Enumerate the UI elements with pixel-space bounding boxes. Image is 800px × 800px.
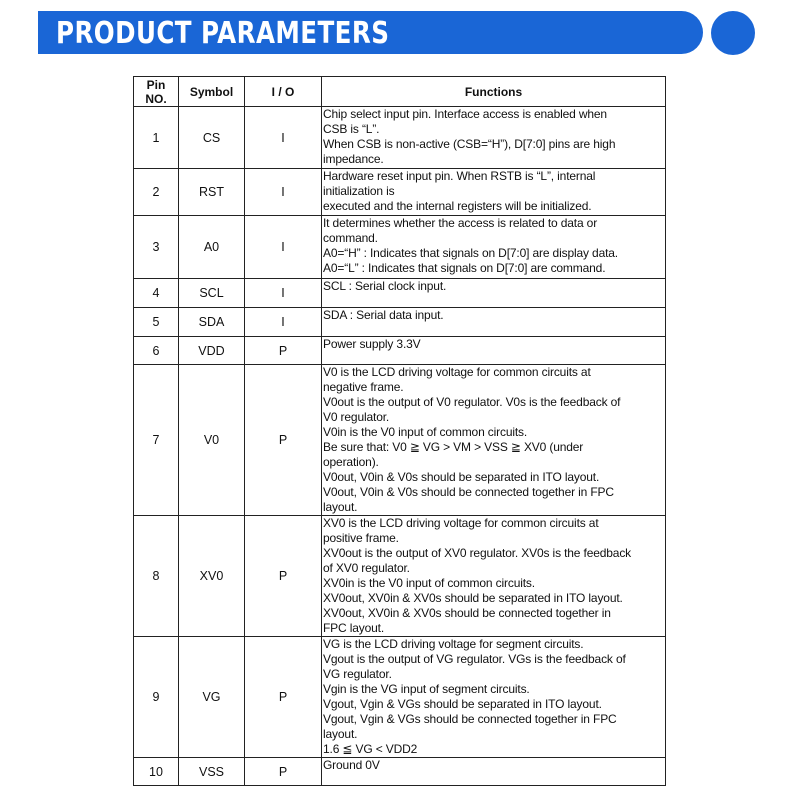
io-cell: P: [245, 365, 322, 516]
symbol-cell: RST: [179, 169, 245, 216]
function-text-line: A0=“L” : Indicates that signals on D[7:0] are command.: [323, 261, 606, 275]
table-row: [134, 107, 666, 169]
function-text-line: V0out, V0in & V0s should be separated in ITO layout.: [323, 470, 600, 484]
pin-number-cell: 9: [134, 637, 179, 758]
function-text-line: CSB is “L”.: [323, 122, 380, 136]
function-cell: [322, 308, 666, 337]
table-row: [134, 516, 666, 637]
function-text-line: negative frame.: [323, 380, 404, 394]
table-row: [134, 758, 666, 786]
symbol-cell: VG: [179, 637, 245, 758]
function-text-line: Be sure that: V0 ≧ VG > VM > VSS ≧ XV0 (under: [323, 440, 584, 454]
decorative-circle: [711, 11, 755, 55]
function-text-line: command.: [323, 231, 378, 245]
symbol-cell: SDA: [179, 308, 245, 337]
function-text-line: positive frame.: [323, 531, 399, 545]
function-cell: [322, 516, 666, 637]
pin-number-cell: 5: [134, 308, 179, 337]
function-text-line: When CSB is non-active (CSB=“H”), D[7:0] pins are high: [323, 137, 616, 151]
header-symbol: Symbol: [179, 77, 245, 107]
function-text-line: V0 is the LCD driving voltage for common circuits at: [323, 365, 591, 379]
io-cell: I: [245, 107, 322, 169]
symbol-cell: VSS: [179, 758, 245, 786]
table-row: [134, 365, 666, 516]
function-cell: [322, 216, 666, 279]
function-text-line: Power supply 3.3V: [323, 337, 421, 351]
function-text-line: SDA : Serial data input.: [323, 308, 444, 322]
function-text-line: V0out is the output of V0 regulator. V0s is the feedback of: [323, 395, 621, 409]
function-text-line: XV0out, XV0in & XV0s should be connected together in: [323, 606, 611, 620]
header-pin-no: Pin NO.: [134, 77, 179, 107]
io-cell: P: [245, 337, 322, 365]
function-text-line: operation).: [323, 455, 379, 469]
function-text-line: V0in is the V0 input of common circuits.: [323, 425, 528, 439]
pin-number-cell: 6: [134, 337, 179, 365]
io-cell: P: [245, 516, 322, 637]
io-cell: I: [245, 308, 322, 337]
function-text-line: 1.6 ≦ VG < VDD2: [323, 742, 418, 756]
table-row: [134, 308, 666, 337]
function-text-line: Chip select input pin. Interface access is enabled when: [323, 107, 607, 121]
io-cell: I: [245, 279, 322, 308]
pin-number-cell: 2: [134, 169, 179, 216]
header-functions: Functions: [322, 77, 666, 107]
pin-number-cell: 10: [134, 758, 179, 786]
symbol-cell: XV0: [179, 516, 245, 637]
pin-number-cell: 4: [134, 279, 179, 308]
pin-parameter-table: [133, 76, 666, 786]
table-row: [134, 216, 666, 279]
symbol-cell: V0: [179, 365, 245, 516]
io-cell: P: [245, 758, 322, 786]
function-text-line: VG regulator.: [323, 667, 392, 681]
function-text-line: Hardware reset input pin. When RSTB is “L”, internal: [323, 169, 596, 183]
header-banner: [38, 11, 703, 54]
pin-number-cell: 8: [134, 516, 179, 637]
table-row: [134, 279, 666, 308]
function-text-line: Vgout, Vgin & VGs should be separated in ITO layout.: [323, 697, 602, 711]
io-cell: I: [245, 169, 322, 216]
function-text-line: FPC layout.: [323, 621, 385, 635]
table-row: [134, 169, 666, 216]
function-text-line: Vgin is the VG input of segment circuits.: [323, 682, 530, 696]
function-text-line: It determines whether the access is related to data or: [323, 216, 598, 230]
function-text-line: V0 regulator.: [323, 410, 390, 424]
function-cell: [322, 107, 666, 169]
function-text-line: Vgout is the output of VG regulator. VGs is the feedback of: [323, 652, 626, 666]
function-cell: [322, 365, 666, 516]
symbol-cell: A0: [179, 216, 245, 279]
function-text-line: layout.: [323, 727, 358, 741]
function-text-line: XV0in is the V0 input of common circuits.: [323, 576, 535, 590]
function-text-line: XV0out is the output of XV0 regulator. XV0s is the feedback: [323, 546, 632, 560]
io-cell: I: [245, 216, 322, 279]
function-text-line: A0=“H” : Indicates that signals on D[7:0] are display data.: [323, 246, 618, 260]
function-text-line: XV0 is the LCD driving voltage for common circuits at: [323, 516, 599, 530]
function-cell: [322, 169, 666, 216]
function-text-line: of XV0 regulator.: [323, 561, 410, 575]
pin-number-cell: 1: [134, 107, 179, 169]
function-text-line: impedance.: [323, 152, 384, 166]
function-cell: [322, 279, 666, 308]
table-row: [134, 637, 666, 758]
pin-number-cell: 3: [134, 216, 179, 279]
page-title: PRODUCT PARAMETERS: [56, 16, 390, 51]
function-text-line: SCL : Serial clock input.: [323, 279, 447, 293]
function-cell: [322, 758, 666, 786]
pin-number-cell: 7: [134, 365, 179, 516]
function-text-line: VG is the LCD driving voltage for segment circuits.: [323, 637, 584, 651]
function-text-line: executed and the internal registers will be initialized.: [323, 199, 592, 213]
symbol-cell: VDD: [179, 337, 245, 365]
function-cell: [322, 637, 666, 758]
function-text-line: initialization is: [323, 184, 395, 198]
function-text-line: layout.: [323, 500, 358, 514]
function-text-line: Ground 0V: [323, 758, 380, 772]
io-cell: P: [245, 637, 322, 758]
table-header-row: [134, 77, 666, 107]
function-text-line: XV0out, XV0in & XV0s should be separated in ITO layout.: [323, 591, 623, 605]
symbol-cell: SCL: [179, 279, 245, 308]
header-io: I / O: [245, 77, 322, 107]
table-row: [134, 337, 666, 365]
function-text-line: V0out, V0in & V0s should be connected together in FPC: [323, 485, 614, 499]
function-text-line: Vgout, Vgin & VGs should be connected together in FPC: [323, 712, 617, 726]
function-cell: [322, 337, 666, 365]
symbol-cell: CS: [179, 107, 245, 169]
